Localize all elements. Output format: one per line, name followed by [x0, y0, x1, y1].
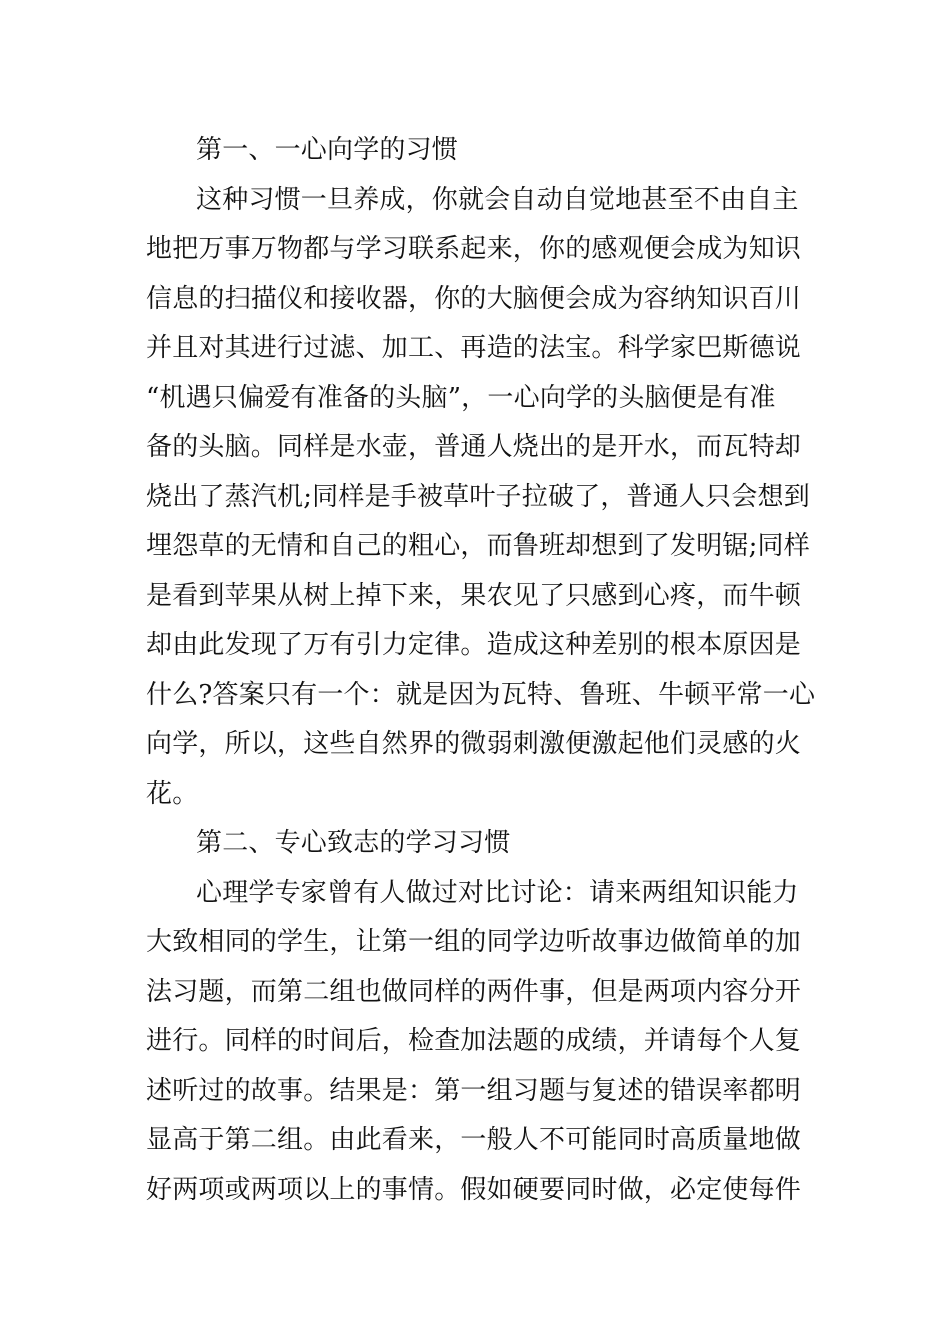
section-heading: 第二、专心致志的学习习惯: [196, 828, 511, 858]
document-body: [146, 126, 816, 1215]
paragraph-line: 什么?答案只有一个：就是因为瓦特、鲁班、牛顿平常一心: [146, 679, 816, 710]
paragraph-line: 埋怨草的无情和自己的粗心，而鲁班却想到了发明锯;同样: [146, 531, 810, 561]
paragraph-line: 心理学专家曾有人做过对比讨论：请来两组知识能力: [196, 877, 799, 908]
paragraph-line: 信息的扫描仪和接收器，你的大脑便会成为容纳知识百川: [146, 283, 802, 314]
paragraph-line: 大致相同的学生，让第一组的同学边听故事边做简单的加: [146, 927, 802, 957]
paragraph-line: 地把万事万物都与学习联系起来，你的感观便会成为知识: [146, 234, 802, 264]
paragraph-line: 显高于第二组。由此看来，一般人不可能同时高质量地做: [146, 1125, 802, 1155]
paragraph-line: 向学，所以，这些自然界的微弱刺激便激起他们灵感的火: [146, 729, 802, 759]
paragraph-line: 是看到苹果从树上掉下来，果农见了只感到心疼，而牛顿: [146, 580, 802, 611]
paragraph-line: 述听过的故事。结果是：第一组习题与复述的错误率都明: [146, 1075, 802, 1106]
paragraph-line: 好两项或两项以上的事情。假如硬要同时做，必定使每件: [146, 1174, 802, 1205]
paragraph-line: 进行。同样的时间后，检查加法题的成绩，并请每个人复: [146, 1026, 802, 1056]
paragraph-line: 法习题，而第二组也做同样的两件事，但是两项内容分开: [146, 976, 802, 1007]
paragraph-line: 却由此发现了万有引力定律。造成这种差别的根本原因是: [146, 630, 802, 660]
section-heading: 第一、一心向学的习惯: [196, 135, 459, 165]
paragraph-line: 并且对其进行过滤、加工、再造的法宝。科学家巴斯德说: [146, 333, 802, 363]
paragraph-line: 这种习惯一旦养成，你就会自动自觉地甚至不由自主: [196, 184, 799, 215]
paragraph-line: “机遇只偏爱有准备的头脑”，一心向学的头脑便是有准: [146, 382, 776, 413]
paragraph-line: 花。: [146, 778, 199, 809]
paragraph-line: 备的头脑。同样是水壶，普通人烧出的是开水，而瓦特却: [146, 432, 802, 462]
paragraph-line: 烧出了蒸汽机;同样是手被草叶子拉破了，普通人只会想到: [146, 481, 810, 512]
